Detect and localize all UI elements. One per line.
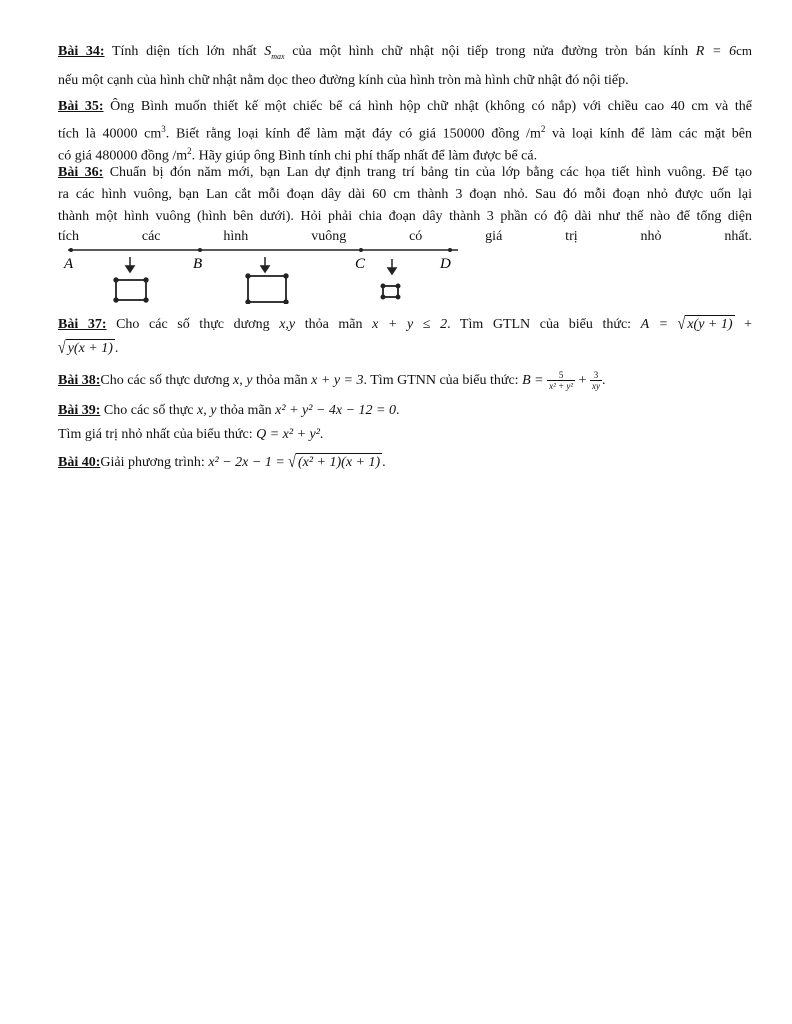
b39-label: Bài 39: bbox=[58, 403, 101, 418]
b35-line2: tích là 40000 $cm^3$. Biết rằng loại kính để làm mặt đáy có giá 150000 đồng $/m^2$ và loại kính để làm các mặt bên bbox=[58, 124, 753, 142]
arrow-down-icon bbox=[261, 257, 269, 272]
square-2 bbox=[246, 274, 288, 304]
b38-line: Bài 38:Cho các số thực dương x, y thỏa mãn x + y = 3. Tìm GTNN của biểu thức: B = $\frac{5}{\text{x² + y²}}$ + $\frac{3}{xy}$ . bbox=[58, 370, 606, 392]
point-b-label: B bbox=[193, 256, 203, 272]
b39-line2: Tìm giá trị nhỏ nhất của biểu thức: Q = x² + y². bbox=[58, 427, 324, 442]
b37-line2: √ y(x + 1) . bbox=[58, 339, 119, 358]
smax: $S_{max}$ bbox=[264, 44, 285, 61]
b36-line4: tích các hình vuông có giá trị nhỏ nhất. bbox=[58, 229, 752, 244]
arrow-down-icon bbox=[126, 257, 134, 272]
b34-line1: Bài 34: Tính diện tích lớn nhất $S_{max}$ của một hình chữ nhật nội tiếp trong nửa đường tròn bán kính R = 6cm bbox=[58, 43, 753, 61]
b40-line: Bài 40:Giải phương trình: x² − 2x − 1 = √ (x² + 1)(x + 1) . bbox=[58, 453, 386, 472]
b35-label: Bài 35: bbox=[58, 99, 104, 114]
b38-label: Bài 38: bbox=[58, 373, 101, 388]
b34-label: Bài 34: bbox=[58, 44, 105, 59]
b35-line1: Bài 35: Ông Bình muốn thiết kế một chiếc bể cá hình hộp chữ nhật (không có nắp) với chiều cao 40 cm và thể bbox=[58, 99, 752, 114]
wire-figure bbox=[58, 244, 478, 304]
b40-label: Bài 40: bbox=[58, 455, 101, 470]
b36-line2: ra các hình vuông, bạn Lan cắt mỗi đoạn dây dài 60 cm thành 3 đoạn nhỏ. Sau đó mỗi đoạn nhỏ được uốn lại bbox=[58, 187, 752, 202]
point-d-dot bbox=[448, 248, 452, 252]
b34-line2: nếu một cạnh của hình chữ nhật nằm dọc theo đường kính của hình tròn mà hình chữ nhật đó nội tiếp. bbox=[58, 73, 629, 88]
square-3 bbox=[381, 284, 399, 298]
point-a-dot bbox=[69, 248, 73, 252]
b37-line1: Bài 37: Cho các số thực dương x,y thỏa mãn x + y ≤ 2. Tìm GTLN của biểu thức: A = √ x(y + 1) + bbox=[58, 315, 753, 334]
b36-line3: thành một hình vuông (hình bên dưới). Hỏi phải chia đoạn dây thành 3 phần có độ dài như thế nào để tổng diện bbox=[58, 209, 752, 224]
point-a-label: A bbox=[64, 256, 74, 272]
b39-line1: Bài 39: Cho các số thực x, y thỏa mãn x² + y² − 4x − 12 = 0. bbox=[58, 403, 400, 418]
arrow-down-icon bbox=[388, 259, 396, 274]
point-c-dot bbox=[359, 248, 363, 252]
point-d-label: D bbox=[440, 256, 451, 272]
b36-line1: Bài 36: Chuẩn bị đón năm mới, bạn Lan dự định trang trí bảng tin của lớp bằng các họa tiết hình vuông. Để tạo bbox=[58, 165, 753, 180]
square-1 bbox=[114, 278, 148, 302]
point-b-dot bbox=[198, 248, 202, 252]
b37-label: Bài 37: bbox=[58, 317, 107, 332]
point-c-label: C bbox=[355, 256, 366, 272]
b36-label: Bài 36: bbox=[58, 165, 104, 180]
b35-line3: có giá 480000 đồng $/m^2$. Hãy giúp ông Bình tính chi phí thấp nhất để làm được bể cá. bbox=[58, 146, 538, 164]
